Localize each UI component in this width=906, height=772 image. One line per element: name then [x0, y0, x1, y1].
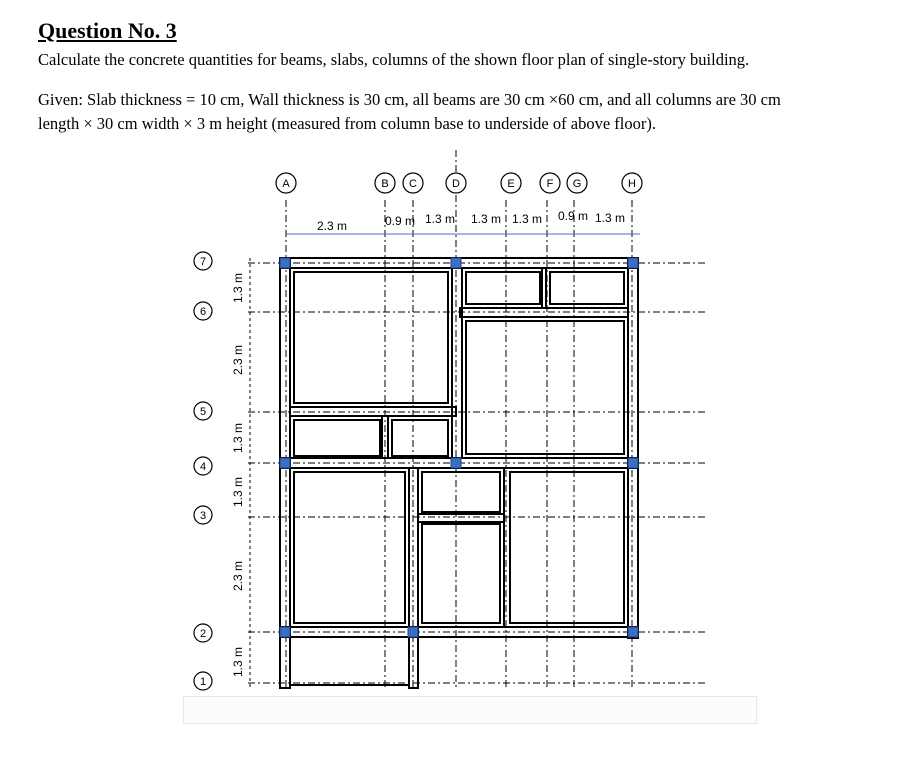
- given-line-2: length × 30 cm width × 3 m height (measured from column base to underside of above floor).: [38, 114, 656, 133]
- dim-top-6: 0.9 m: [557, 209, 589, 223]
- axis-label-C: C: [409, 178, 417, 190]
- dim-left-5: 2.3 m: [231, 560, 245, 592]
- column-A2: [280, 627, 290, 637]
- axis-label-F: F: [546, 178, 554, 190]
- dim-top-5: 1.3 m: [511, 212, 543, 226]
- dim-top-1: 2.3 m: [316, 219, 348, 233]
- axis-label-4: 4: [199, 461, 207, 473]
- column-D4: [451, 458, 461, 468]
- dim-top-3: 1.3 m: [424, 212, 456, 226]
- column-H7: [628, 258, 638, 268]
- question-text: Calculate the concrete quantities for beams, slabs, columns of the shown floor plan of single-story building.: [38, 50, 750, 69]
- column-D7: [451, 258, 461, 268]
- dim-left-3: 1.3 m: [231, 422, 245, 454]
- given-line-1: Given: Slab thickness = 10 cm, Wall thickness is 30 cm, all beams are 30 cm ×60 cm, and all columns are 30 cm: [38, 90, 781, 109]
- axis-label-H: H: [628, 178, 636, 190]
- axis-label-1: 1: [199, 676, 207, 688]
- axis-label-3: 3: [199, 510, 207, 522]
- axis-label-B: B: [381, 178, 389, 190]
- column-A4: [280, 458, 290, 468]
- question-heading: Question No. 3: [38, 18, 177, 43]
- dim-left-4: 1.3 m: [231, 476, 245, 508]
- axis-label-D: D: [452, 178, 460, 190]
- axis-label-7: 7: [199, 256, 207, 268]
- axis-label-6: 6: [199, 306, 207, 318]
- column-H2: [628, 627, 638, 637]
- axis-label-2: 2: [199, 628, 207, 640]
- dim-top-4: 1.3 m: [470, 212, 502, 226]
- column-C2: [408, 627, 418, 637]
- dim-left-2: 2.3 m: [231, 344, 245, 376]
- column-A7: [280, 258, 290, 268]
- answer-box: [183, 696, 757, 724]
- dim-left-6: 1.3 m: [231, 646, 245, 678]
- axis-label-5: 5: [199, 406, 207, 418]
- axis-label-E: E: [507, 178, 515, 190]
- axis-label-A: A: [282, 178, 290, 190]
- column-H4: [628, 458, 638, 468]
- dim-top-7: 1.3 m: [594, 211, 626, 225]
- dim-left-1: 1.3 m: [231, 272, 245, 304]
- axis-label-G: G: [572, 178, 582, 190]
- dim-top-2: 0.9 m: [384, 214, 416, 228]
